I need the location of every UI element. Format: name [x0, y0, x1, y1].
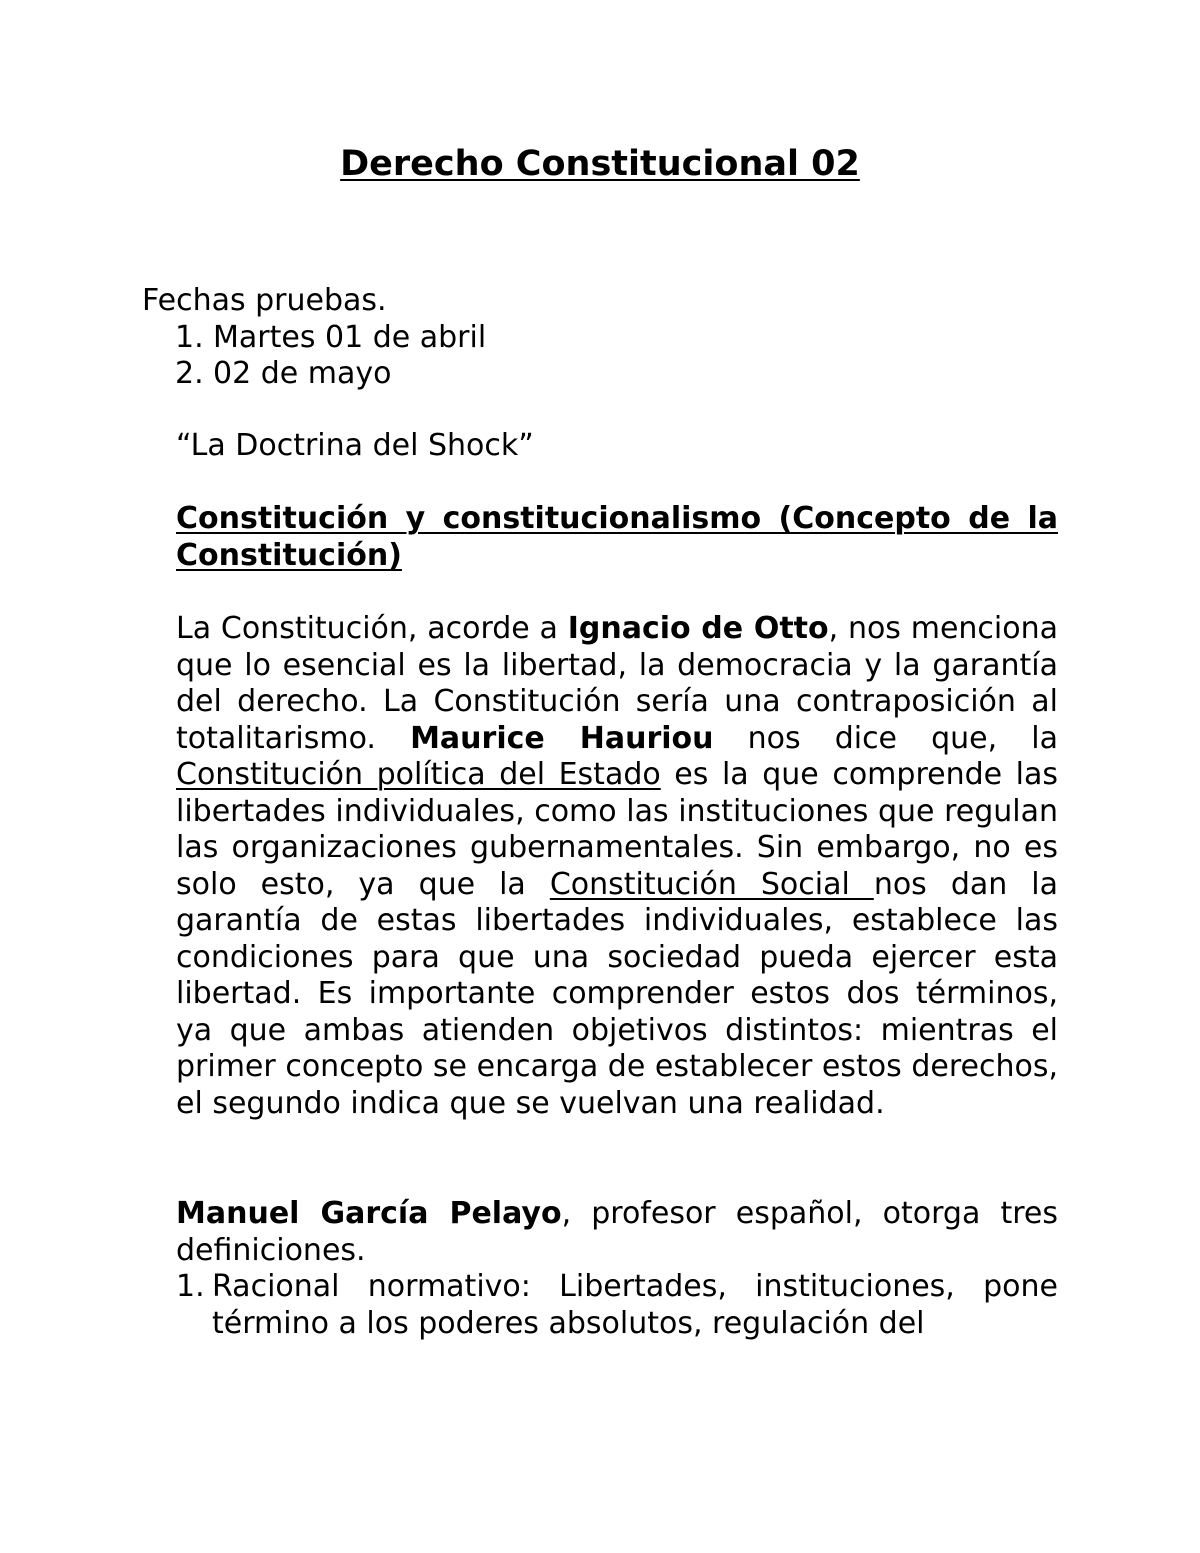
- list-number: 1.: [175, 319, 204, 355]
- section-heading-text: Constitución y constitucionalismo (Concepto de la Constitución): [176, 501, 1058, 573]
- paragraph-text: , nos menciona que lo esencial es la libertad, la democracia y la garantía del derecho. La Constitución sería una contraposición al totalitarismo.: [176, 611, 1058, 756]
- paragraph-text: es la que comprende las libertades individuales, como las instituciones que regulan las organizaciones gubernamentales. Sin embargo, no es solo esto, ya que la: [176, 757, 1058, 902]
- paragraph-pelayo: [176, 1196, 1058, 1269]
- author-name: Manuel García Pelayo: [176, 1196, 562, 1231]
- paragraph-text: nos dice que, la: [713, 720, 1058, 756]
- document-title: [0, 142, 1200, 186]
- paragraph-text: , profesor español, otorga tres definiciones.: [176, 1196, 1058, 1268]
- definition-item: [176, 1269, 1058, 1342]
- title-text: Derecho Constitucional 02: [340, 144, 860, 184]
- exam-date-item: [142, 356, 742, 393]
- list-number: 2.: [175, 356, 204, 391]
- paragraph-constitution: [176, 611, 1058, 1122]
- author-name: Maurice Hauriou: [410, 720, 714, 756]
- section-heading: [176, 501, 1058, 574]
- definitions-list: [176, 1269, 1058, 1342]
- list-number: 1.: [176, 1269, 205, 1304]
- exam-dates-label: Fechas pruebas.: [142, 283, 387, 318]
- underlined-term: Constitución Social: [549, 866, 874, 902]
- exam-dates-block: [142, 283, 742, 393]
- author-name: Ignacio de Otto: [567, 611, 829, 646]
- list-text: Martes 01 de abril: [213, 319, 487, 355]
- definition-text: Racional normativo: Libertades, instituciones, pone término a los poderes absolutos, regulación del: [212, 1269, 1058, 1341]
- paragraph-text: nos dan la garantía de estas libertades individuales, establece las condiciones para que una sociedad pueda ejercer esta libertad. Es importante comprender estos dos términos, ya que ambas atienden objetivos distintos: mientras el primer concepto se encarga de establecer estos derechos, el segundo indica que se vuelvan una realidad.: [176, 866, 1058, 1121]
- paragraph-text: La Constitución, acorde a: [176, 611, 568, 646]
- list-text: 02 de mayo: [213, 356, 392, 391]
- exam-date-item: [142, 320, 742, 357]
- underlined-term: Constitución política del Estado: [176, 757, 661, 792]
- book-title: “La Doctrina del Shock”: [176, 428, 534, 463]
